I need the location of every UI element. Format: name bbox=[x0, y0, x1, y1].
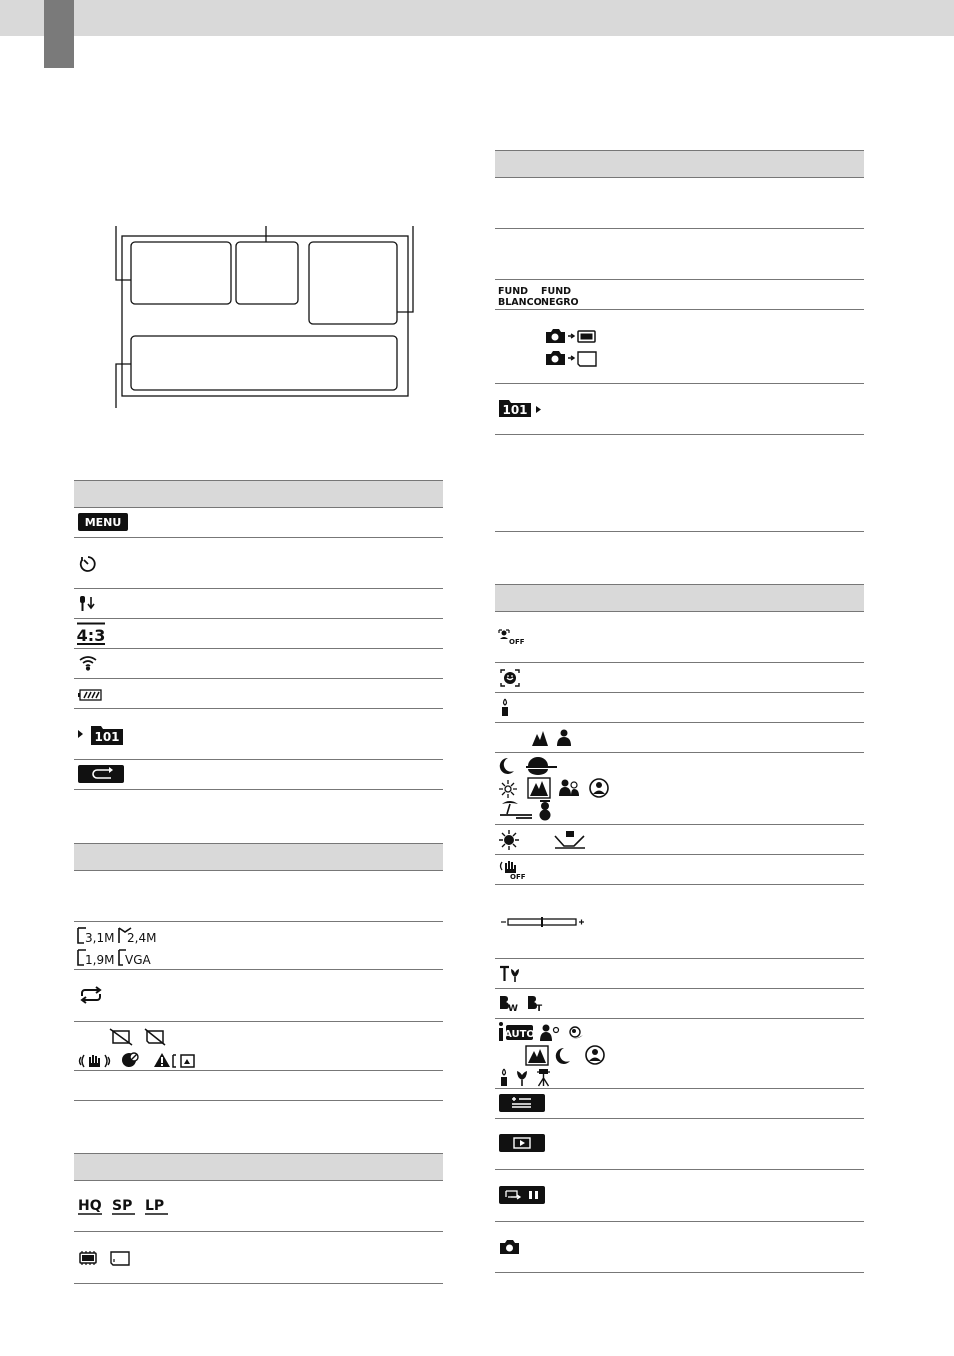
tripod-icon bbox=[537, 1069, 550, 1086]
sunset-icon bbox=[526, 757, 557, 775]
snow-icon bbox=[540, 800, 551, 821]
sp-icon: SP bbox=[112, 1198, 133, 1214]
tele-macro-icon bbox=[499, 965, 523, 983]
table-row bbox=[74, 619, 443, 649]
section-tab bbox=[44, 0, 74, 68]
left-table-2 bbox=[74, 843, 443, 1101]
table-header bbox=[74, 843, 443, 871]
portrait-icon bbox=[557, 730, 571, 747]
screen-diagram bbox=[108, 222, 420, 412]
svg-text:FUNDNEGRO: FUND NEGRO bbox=[541, 286, 579, 308]
macro-icon bbox=[517, 1071, 527, 1086]
camera-to-memory-icon bbox=[546, 329, 595, 343]
warning-icons bbox=[77, 1027, 217, 1069]
scene-icons-block bbox=[498, 756, 618, 822]
camera-shake-icon bbox=[80, 1055, 110, 1067]
aspect-ratio-icon bbox=[77, 622, 107, 646]
table-row bbox=[495, 280, 864, 310]
table-row bbox=[495, 693, 864, 723]
spotlight-icon bbox=[555, 831, 585, 848]
hq-icon: HQ bbox=[78, 1198, 102, 1214]
right-table-1 bbox=[495, 150, 864, 532]
table-row bbox=[495, 384, 864, 435]
table-row bbox=[495, 612, 864, 663]
night-scene-icon bbox=[500, 758, 514, 774]
white-balance-icons bbox=[498, 994, 554, 1014]
svg-text:4:3: 4:3 bbox=[77, 626, 106, 645]
svg-text:MENU: MENU bbox=[84, 516, 122, 529]
table-row bbox=[74, 1181, 443, 1232]
camera-to-card-icon bbox=[546, 351, 596, 366]
svg-text:2,4M: 2,4M bbox=[127, 931, 157, 945]
playback-folder-icon bbox=[498, 397, 548, 419]
table-row bbox=[74, 1232, 443, 1284]
night-scene-icon bbox=[556, 1048, 570, 1064]
white-balance-outdoor-icon bbox=[500, 996, 518, 1014]
folder-icon bbox=[77, 723, 127, 745]
table-row bbox=[495, 885, 864, 959]
memory-card-icon bbox=[111, 1252, 129, 1265]
steadyshot-off-icon bbox=[498, 859, 526, 881]
fireworks-icon bbox=[499, 780, 517, 798]
table-row bbox=[495, 1170, 864, 1222]
camera-icon bbox=[499, 1238, 521, 1256]
table-row bbox=[495, 989, 864, 1019]
table-header bbox=[495, 584, 864, 612]
exposure-slider-icon bbox=[500, 915, 584, 929]
svg-text:W: W bbox=[508, 1004, 518, 1014]
mic-level-icon bbox=[78, 595, 98, 613]
table-row bbox=[74, 1022, 443, 1071]
background-color-labels bbox=[498, 283, 588, 309]
svg-text:T: T bbox=[536, 1004, 543, 1014]
table-header bbox=[74, 480, 443, 508]
spotlight-portrait-icon bbox=[586, 1046, 604, 1064]
table-row bbox=[74, 508, 443, 538]
table-row bbox=[495, 1222, 864, 1273]
candle-icon bbox=[499, 698, 511, 718]
table-row bbox=[495, 229, 864, 280]
menu-button-icon[interactable] bbox=[78, 513, 128, 531]
table-row bbox=[74, 760, 443, 790]
landscape-icon bbox=[532, 731, 548, 746]
photo-destination-icons bbox=[545, 326, 601, 370]
table-row bbox=[495, 753, 864, 825]
table-row bbox=[495, 178, 864, 229]
memory-error-icon bbox=[110, 1029, 132, 1045]
table-row bbox=[74, 589, 443, 619]
svg-text:3,1M: 3,1M bbox=[85, 931, 115, 945]
white-balance-tungsten-icon bbox=[528, 996, 543, 1014]
table-header bbox=[74, 1153, 443, 1181]
battery-icon bbox=[78, 689, 102, 701]
portrait-group-icon bbox=[540, 1025, 559, 1042]
recording-mode-icons bbox=[77, 1195, 177, 1217]
svg-text:1,9M: 1,9M bbox=[85, 953, 115, 967]
slideshow-button-icon[interactable] bbox=[499, 1186, 545, 1204]
table-row bbox=[74, 970, 443, 1022]
table-row bbox=[74, 649, 443, 679]
table-row bbox=[495, 1019, 864, 1089]
lp-icon: LP bbox=[145, 1198, 165, 1214]
wifi-icon bbox=[78, 655, 98, 671]
table-header bbox=[495, 150, 864, 178]
scene-icons-row-1 bbox=[531, 728, 577, 748]
table-row bbox=[74, 538, 443, 589]
table-row bbox=[495, 723, 864, 753]
left-table-1 bbox=[74, 480, 443, 790]
self-timer-icon bbox=[78, 554, 98, 574]
table-row bbox=[74, 709, 443, 760]
table-row bbox=[495, 663, 864, 693]
card-error-icon bbox=[145, 1029, 165, 1045]
table-row bbox=[74, 922, 443, 970]
backlight-icon bbox=[499, 830, 519, 850]
landscape-framed-icon bbox=[528, 778, 550, 798]
page-header-bar bbox=[0, 0, 954, 36]
baby-icon bbox=[570, 1027, 583, 1039]
face-detection-off-icon bbox=[498, 627, 526, 649]
card-lock-icon bbox=[173, 1055, 194, 1067]
beach-icon bbox=[500, 801, 532, 818]
table-row bbox=[495, 855, 864, 885]
table-row bbox=[495, 310, 864, 384]
svg-text:VGA: VGA bbox=[125, 953, 151, 967]
warning-triangle-icon bbox=[154, 1053, 170, 1067]
lens-warning-icon bbox=[122, 1053, 138, 1067]
media-icons bbox=[77, 1249, 137, 1267]
intelligent-auto-icon bbox=[499, 1022, 535, 1041]
svg-text:AUTO: AUTO bbox=[504, 1029, 535, 1040]
table-row bbox=[495, 1119, 864, 1170]
repeat-icon bbox=[78, 986, 104, 1004]
table-row bbox=[495, 1089, 864, 1119]
landscape-framed-icon bbox=[526, 1046, 548, 1065]
svg-text:OFF: OFF bbox=[509, 638, 525, 646]
options-button-icon[interactable] bbox=[499, 1094, 545, 1112]
right-table-2 bbox=[495, 584, 864, 1273]
svg-text:101: 101 bbox=[94, 730, 120, 744]
image-size-icon bbox=[77, 925, 167, 969]
candle-icon bbox=[501, 1069, 507, 1086]
table-row bbox=[74, 1071, 443, 1101]
internal-memory-icon bbox=[80, 1251, 96, 1265]
table-row bbox=[495, 959, 864, 989]
intelligent-auto-icons bbox=[498, 1022, 618, 1088]
table-row bbox=[74, 871, 443, 922]
playback-button-icon[interactable] bbox=[499, 1134, 545, 1152]
group-portrait-icon bbox=[559, 780, 579, 797]
svg-text:101: 101 bbox=[502, 403, 528, 417]
backlight-spot-icons bbox=[498, 829, 598, 851]
smile-shutter-icon bbox=[499, 668, 521, 688]
table-row bbox=[495, 825, 864, 855]
table-row bbox=[495, 435, 864, 532]
svg-text:FUNDBLANCO: FUND BLANCO bbox=[498, 286, 542, 308]
return-button-icon[interactable] bbox=[78, 765, 124, 783]
spotlight-portrait-icon bbox=[590, 779, 608, 797]
svg-text:OFF: OFF bbox=[510, 873, 526, 881]
left-table-3 bbox=[74, 1153, 443, 1284]
table-row bbox=[74, 679, 443, 709]
